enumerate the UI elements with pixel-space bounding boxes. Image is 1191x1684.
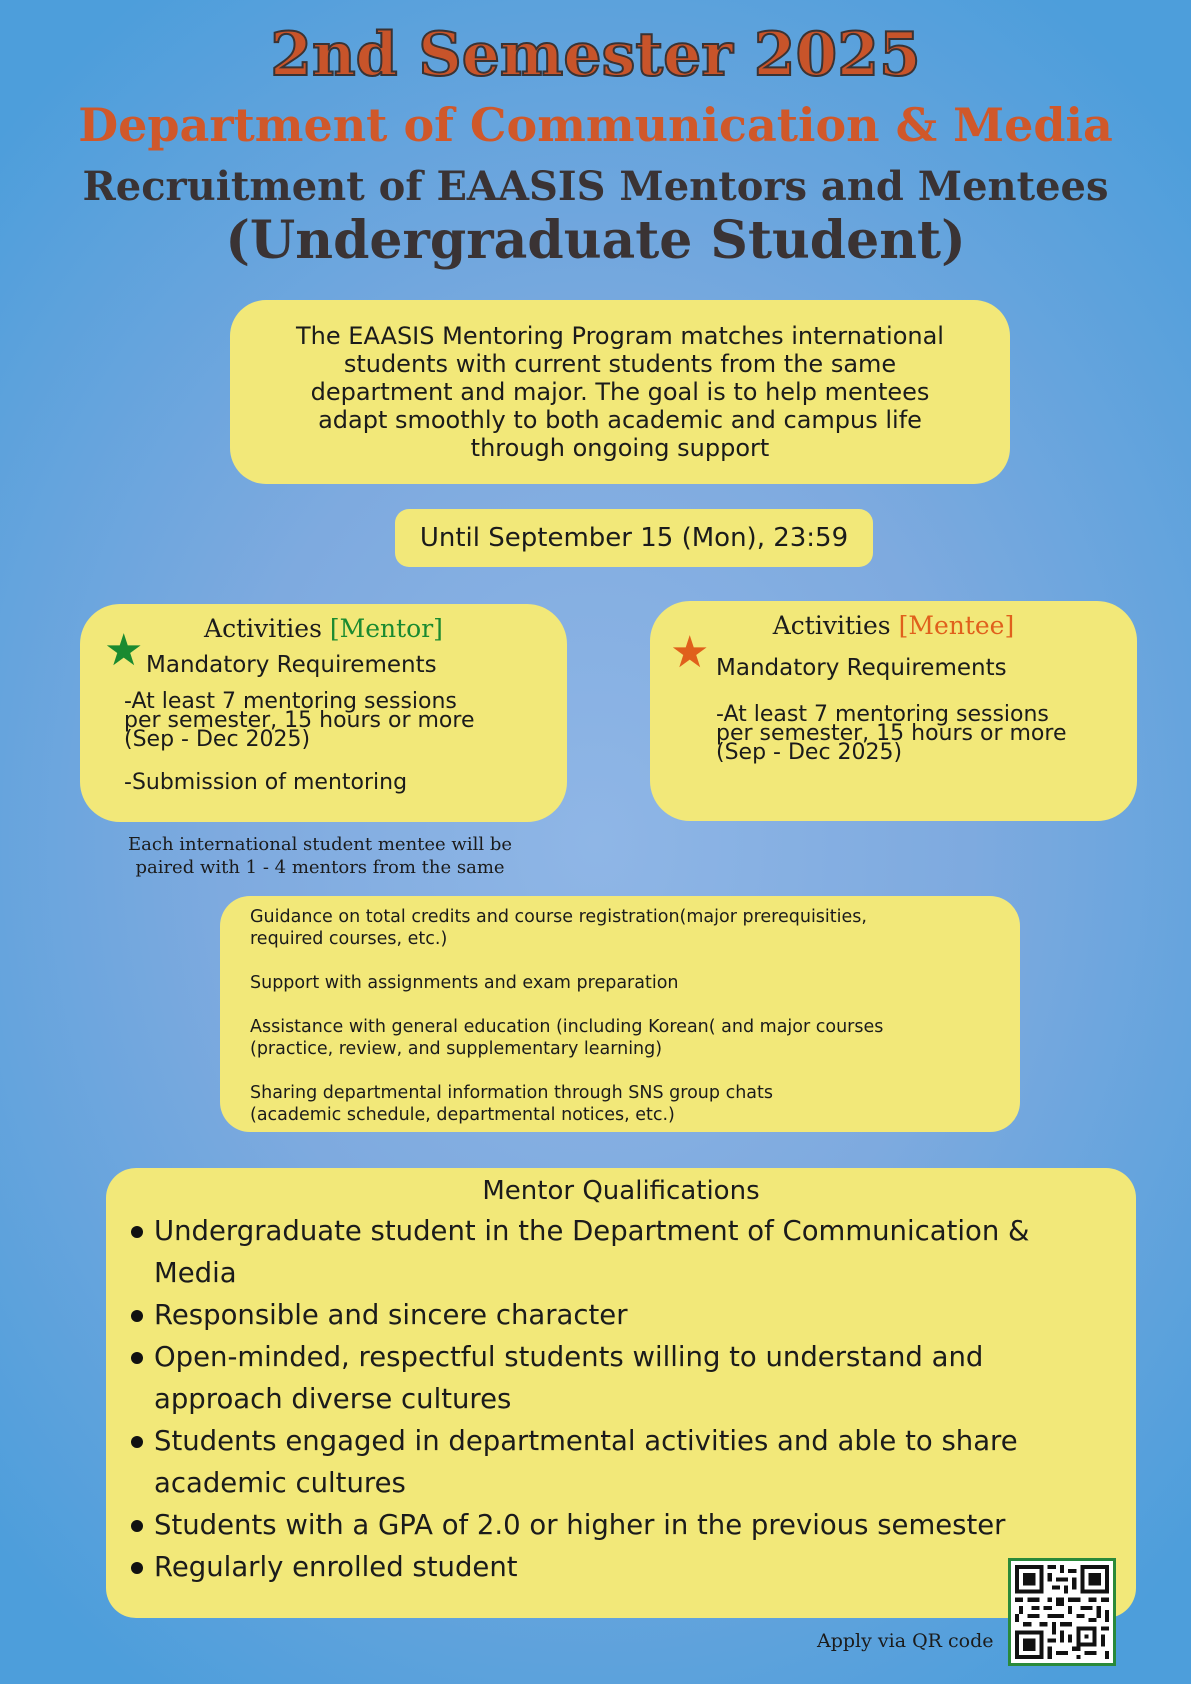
qr-code-icon	[1011, 1561, 1113, 1663]
support-line: Support with assignments and exam preparation	[250, 973, 679, 993]
support-item	[250, 972, 990, 994]
intro-line: through ongoing support	[470, 434, 770, 462]
pairing-note	[120, 833, 520, 879]
intro-line: department and major. The goal is to help mentees	[310, 378, 930, 406]
qr-code[interactable]	[1008, 1558, 1116, 1666]
mentor-req-line: per semester, 15 hours or more	[124, 708, 475, 733]
recruitment-title: Recruitment of EAASIS Mentors and Mentees	[82, 163, 1109, 210]
mentor-title-role: [Mentor]	[329, 614, 443, 643]
qualification-item	[126, 1420, 1116, 1504]
mentee-activities-title	[650, 611, 1137, 640]
mentee-title-prefix: Activities	[772, 611, 899, 640]
mentee-req-line: (Sep - Dec 2025)	[716, 740, 903, 765]
support-item	[250, 1016, 990, 1060]
mentor-session-requirement	[124, 689, 475, 752]
support-line: Guidance on total credits and course registration(major prerequisities,	[250, 907, 867, 927]
qualification-line: Responsible and sincere character	[154, 1299, 628, 1331]
pairing-note-line: paired with 1 - 4 mentors from the same	[135, 857, 505, 878]
mentee-requirements-label: Mandatory Requirements	[716, 655, 1007, 681]
pairing-note-line: Each international student mentee will be	[128, 834, 512, 855]
qualification-item	[126, 1504, 1116, 1546]
program-intro	[230, 300, 1010, 484]
qualification-item	[126, 1546, 1116, 1588]
intro-line: students with current students from the same	[343, 350, 897, 378]
qualification-line: Undergraduate student in the Department of Communication &	[154, 1215, 1030, 1247]
qualification-line: approach diverse cultures	[154, 1383, 512, 1415]
mentor-support-list	[220, 896, 1020, 1132]
support-line: (academic schedule, departmental notices, etc.)	[250, 1105, 675, 1125]
green-star-icon: ★	[104, 625, 144, 676]
deadline-text: Until September 15 (Mon), 23:59	[419, 523, 849, 553]
support-line: Assistance with general education (including Korean( and major courses	[250, 1017, 884, 1037]
semester-title: 2nd Semester 2025	[270, 20, 921, 90]
mentee-activities-card	[650, 601, 1137, 821]
qualification-line: Open-minded, respectful students willing to understand and	[154, 1341, 984, 1373]
qualifications-title: Mentor Qualifications	[482, 1176, 760, 1206]
support-item	[250, 1082, 990, 1126]
mentor-activities-title	[80, 614, 567, 643]
deadline-badge	[395, 509, 873, 567]
mentor-activities-card	[80, 604, 567, 822]
mentee-session-requirement	[716, 702, 1067, 765]
mentee-title-role: [Mentee]	[898, 611, 1015, 640]
mentee-req-line: -At least 7 mentoring sessions	[716, 702, 1049, 727]
support-line: Sharing departmental information through SNS group chats	[250, 1083, 773, 1103]
qualification-item	[126, 1336, 1116, 1420]
qualification-line: academic cultures	[154, 1467, 406, 1499]
audience-title: (Undergraduate Student)	[225, 210, 966, 271]
mentor-req-line: (Sep - Dec 2025)	[124, 727, 311, 752]
department-title: Department of Communication & Media	[78, 98, 1113, 152]
qualification-item	[126, 1294, 1116, 1336]
apply-label: Apply via QR code	[817, 1630, 994, 1652]
qualification-line: Regularly enrolled student	[154, 1551, 518, 1583]
qualification-line: Media	[154, 1257, 237, 1289]
mentor-qualifications-card	[106, 1168, 1136, 1618]
orange-star-icon: ★	[670, 627, 710, 678]
qualifications-list	[126, 1210, 1116, 1588]
mentor-submission-requirement: -Submission of mentoring	[124, 770, 408, 795]
mentor-title-prefix: Activities	[204, 614, 330, 643]
mentor-req-line: -At least 7 mentoring sessions	[124, 689, 457, 714]
qualification-line: Students engaged in departmental activities and able to share	[154, 1425, 1018, 1457]
mentor-requirements-label: Mandatory Requirements	[146, 652, 437, 678]
mentee-req-line: per semester, 15 hours or more	[716, 721, 1067, 746]
support-line: (practice, review, and supplementary learning)	[250, 1039, 663, 1059]
support-line: required courses, etc.)	[250, 929, 448, 949]
support-item	[250, 906, 990, 950]
qualification-line: Students with a GPA of 2.0 or higher in the previous semester	[154, 1509, 1006, 1541]
intro-line: The EAASIS Mentoring Program matches international	[296, 322, 944, 350]
intro-line: adapt smoothly to both academic and campus life	[318, 406, 922, 434]
qualification-item	[126, 1210, 1116, 1294]
